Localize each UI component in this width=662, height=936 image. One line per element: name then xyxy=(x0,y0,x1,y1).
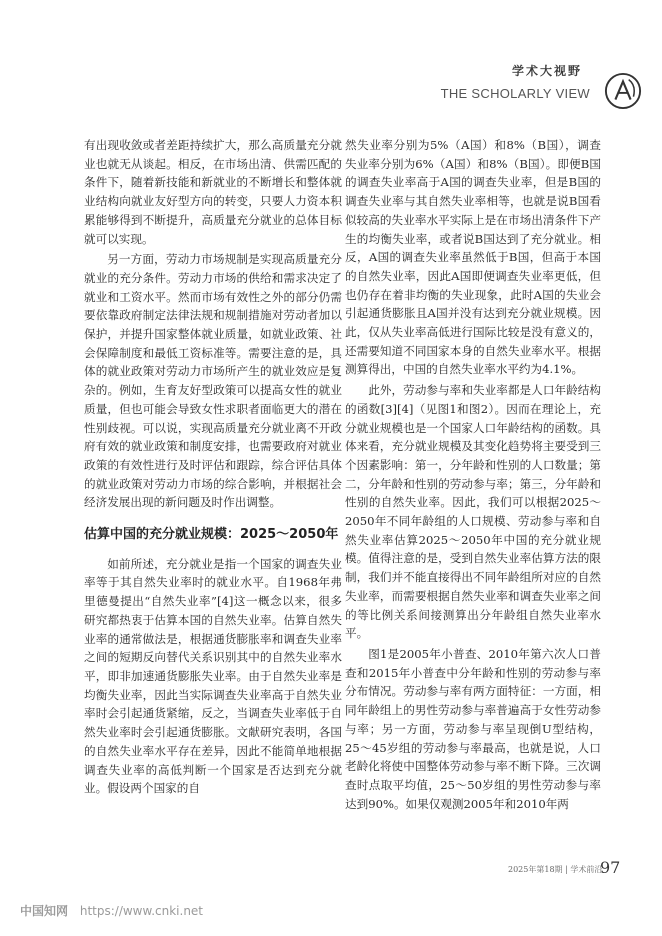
page-header xyxy=(342,62,642,112)
paragraph: 有出现收敛或者差距持续扩大，那么高质量充分就业也就无从谈起。相反，在市场出清、供需匹配的条件下，随着新技能和新就业的不断增长和整体就业结构向就业友好型方向的转变，只要人力资本积累能够得到不断提升，高质量充分就业的总体目标就可以实现。 xyxy=(84,138,342,246)
column-name-en: THE SCHOLARLY VIEW xyxy=(440,86,590,101)
paragraph: 然失业率分别为5%（A国）和8%（B国），调查失业率分别为6%（A国）和8%（B国）。即便B国的调查失业率高于A国的调查失业率，但是B国的调查失业率与其自然失业率相等，也就是说B国看似较高的失业率水平实际上是在市场出清条件下产生的均衡失业率，或者说B国达到了充分就业。相反，A国的调查失业率虽然低于B国，但高于本国的自然失业率，因此A国即便调查失业率更低，但也仍存在着非均衡的失业现象，此时A国的失业会引起通货膨胀且A国并没有达到充分就业规模。因此，仅从失业率高低进行国际比较是没有意义的，还需要知道不同国家本身的自然失业率水平。根据测算得出，中国的自然失业率水平约为4.1%。 xyxy=(345,138,601,377)
page-number: 97 xyxy=(600,858,621,877)
footer-issue: 2025年第18期 | 学术前沿 xyxy=(508,865,603,874)
left-column xyxy=(84,136,342,798)
journal-logo-icon xyxy=(604,72,642,110)
paragraph: 此外，劳动参与率和失业率都是人口年龄结构的函数[3][4]（见图1和图2）。因而在理论上，充分就业规模也是一个国家人口年龄结构的函数。具体来看，充分就业规模及其变化趋势将主要受到三个因素影响：第一，分年龄和性别的人口数量；第二，分年龄和性别的劳动参与率；第三，分年龄和性别的自然失业率。因此，我们可以根据2025～2050年不同年龄组的人口规模、劳动参与率和自然失业率估算2025～2050年中国的充分就业规模。值得注意的是，受到自然失业率估算方法的限制，我们并不能直接得出不同年龄组所对应的自然失业率，而需要根据自然失业率和调查失业率之间的等比例关系间接测算出分年龄组自然失业率水平。 xyxy=(345,383,601,641)
section-heading: 估算中国的充分就业规模：2025～2050年 xyxy=(84,527,339,543)
paragraph: 如前所述，充分就业是指一个国家的调查失业率等于其自然失业率时的就业水平。自1968年弗里德曼提出“自然失业率”[4]这一概念以来，很多研究都热衷于估算本国的自然失业率。估算自然失业率的通常做法是，根据通货膨胀率和调查失业率之间的短期反向替代关系识别其中的自然失业率水平，即非加速通货膨胀失业率。由于自然失业率是均衡失业率，因此当实际调查失业率高于自然失业率时会引起通货紧缩，反之，当调查失业率低于自然失业率时会引起通货膨胀。文献研究表明，各国的自然失业率水平存在差异，因此不能简单地根据调查失业率的高低判断一个国家是否达到充分就业。假设两个国家的自 xyxy=(84,556,342,796)
right-column xyxy=(345,136,601,813)
column-name: 学术大视野 xyxy=(511,64,582,78)
watermark-url: https://www.cnki.net xyxy=(79,904,204,918)
paragraph: 另一方面，劳动力市场规制是实现高质量充分就业的充分条件。劳动力市场的供给和需求决定了就业和工资水平。然而市场有效性之外的部分仍需要依靠政府制定法律法规和规制措施对劳动者加以保护，并提升国家整体就业质量，如就业政策、社会保障制度和最低工资标准等。需要注意的是，具体的就业政策对劳动力市场所产生的就业效应是复杂的。例如，生育友好型政策可以提高女性的就业质量，但也可能会导致女性求职者面临更大的潜在性别歧视。可以说，实现高质量充分就业离不开政府有效的就业政策和制度安排，也需要政府对就业政策的有效性进行及时评估和跟踪，综合评估具体的就业政策对劳动力市场的综合影响，并根据社会经济发展出现的新问题及时作出调整。 xyxy=(84,252,342,510)
watermark-logo: 中国知网 xyxy=(20,904,69,918)
paragraph: 图1是2005年小普查、2010年第六次人口普查和2015年小普查中分年龄和性别的劳动参与率分布情况。劳动参与率有两方面特征：一方面，相同年龄组上的男性劳动参与率普遍高于女性劳动参与率；另一方面，劳动参与率呈现倒U型结构，25～45岁组的劳动参与率最高，也就是说，人口老龄化将使中国整体劳动参与率不断下降。三次调查时点取平均值，25～50岁组的男性劳动参与率达到90%。如果仅观测2005年和2010年两 xyxy=(345,646,601,811)
watermark xyxy=(20,902,203,919)
